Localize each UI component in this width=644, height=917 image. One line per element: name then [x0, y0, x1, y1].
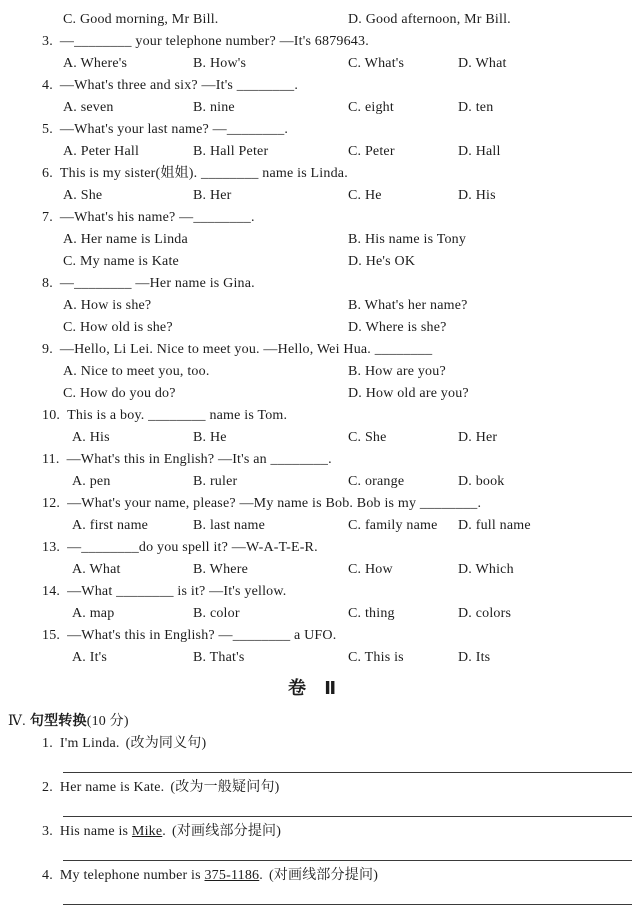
option-a: A. Nice to meet you, too.: [63, 364, 210, 379]
question-stem: [42, 163, 348, 185]
answer-line: [63, 860, 632, 861]
option-d: D. ten: [458, 100, 494, 115]
question-number: 5.: [42, 122, 53, 137]
question-9-options-cd: [0, 383, 644, 405]
underlined-word: Mike: [131, 824, 163, 839]
section-numeral: Ⅳ.: [8, 714, 26, 729]
question-11-options: [0, 471, 644, 493]
question-stem: [42, 537, 318, 559]
option-d: D. full name: [458, 518, 531, 533]
question-text: —What's his name? —________.: [59, 210, 255, 225]
question-4-options: [0, 97, 644, 119]
item-sentence-start: His name is: [59, 824, 132, 839]
question-8-options-cd: [0, 317, 644, 339]
option-b: B. What's her name?: [348, 298, 468, 313]
option-d: D. What: [458, 56, 507, 71]
item-sentence: I'm Linda.: [59, 736, 120, 751]
question-14-stem: [0, 581, 644, 603]
option-a: A. Her name is Linda: [63, 232, 188, 247]
option-d: D. book: [458, 474, 505, 489]
transform-item-3: [42, 821, 281, 843]
option-c: C. How: [348, 562, 393, 577]
option-a: A. first name: [72, 518, 149, 533]
item-number: 3.: [42, 824, 53, 839]
question-number: 6.: [42, 166, 53, 181]
option-a: A. What: [72, 562, 121, 577]
option-d: D. Its: [458, 650, 491, 665]
option-c: C. thing: [348, 606, 395, 621]
option-b: B. last name: [193, 518, 265, 533]
underlined-number: 375-1186: [204, 868, 260, 883]
question-stem: [42, 339, 432, 361]
question-text: —What's this in English? —________ a UFO.: [67, 628, 337, 643]
question-10-options: [0, 427, 644, 449]
question-13-stem: [0, 537, 644, 559]
option-c: C. My name is Kate: [63, 254, 179, 269]
option-c: C. How old is she?: [63, 320, 173, 335]
question-5-stem: [0, 119, 644, 141]
item-instruction: (对画线部分提问): [171, 824, 282, 839]
option-a: A. How is she?: [63, 298, 152, 313]
option-d: D. How old are you?: [348, 386, 469, 401]
volume-heading: 卷 Ⅱ: [287, 678, 343, 699]
item-sentence-start: My telephone number is: [59, 868, 205, 883]
question-text: This is my sister(姐姐). ________ name is Linda.: [59, 166, 348, 181]
question-13-options: [0, 559, 644, 581]
option-a: A. Peter Hall: [63, 144, 140, 159]
question-15-options: [0, 647, 644, 669]
item-sentence-end: .: [259, 868, 263, 883]
option-c: C. Good morning, Mr Bill.: [63, 12, 219, 27]
transform-item-1: [42, 733, 206, 755]
option-d: D. Hall: [458, 144, 501, 159]
option-b: B. His name is Tony: [348, 232, 467, 247]
question-6-stem: [0, 163, 644, 185]
option-c: C. family name: [348, 518, 438, 533]
option-b: B. How's: [193, 56, 247, 71]
option-a: A. Where's: [63, 56, 128, 71]
item-instruction: (改为同义句): [125, 736, 207, 751]
question-text: This is a boy. ________ name is Tom.: [67, 408, 288, 423]
question-stem: [42, 625, 336, 647]
question-stem: [42, 207, 255, 229]
question-text: —What's three and six? —It's ________.: [59, 78, 299, 93]
option-b: B. color: [193, 606, 240, 621]
question-number: 3.: [42, 34, 53, 49]
question-text: —What's this in English? —It's an ________.: [66, 452, 332, 467]
item-instruction: (改为一般疑问句): [170, 780, 280, 795]
answer-line: [63, 772, 632, 773]
question-7-stem: [0, 207, 644, 229]
option-d: D. Good afternoon, Mr Bill.: [348, 12, 511, 27]
option-c: C. Peter: [348, 144, 395, 159]
question-stem: [42, 119, 288, 141]
question-12-options: [0, 515, 644, 537]
section-title: 句型转换: [29, 713, 87, 729]
question-number: 4.: [42, 78, 53, 93]
question-14-options: [0, 603, 644, 625]
question-text: —Hello, Li Lei. Nice to meet you. —Hello, Wei Hua. ________: [59, 342, 433, 357]
option-b: B. He: [193, 430, 227, 445]
question-3-stem: [0, 31, 644, 53]
question-10-stem: [0, 405, 644, 427]
question-9-stem: [0, 339, 644, 361]
option-c: C. eight: [348, 100, 394, 115]
question-stem: [42, 31, 369, 53]
question-2-options-cd: [0, 9, 644, 31]
option-b: B. ruler: [193, 474, 238, 489]
transform-item-4: [42, 865, 378, 887]
option-c: C. He: [348, 188, 382, 203]
multiple-choice-section: [0, 9, 644, 669]
question-number: 14.: [42, 584, 61, 599]
item-instruction: (对画线部分提问): [268, 868, 379, 883]
option-b: B. How are you?: [348, 364, 446, 379]
option-a: A. pen: [72, 474, 111, 489]
question-12-stem: [0, 493, 644, 515]
question-stem: [42, 405, 287, 427]
question-number: 8.: [42, 276, 53, 291]
section-points: (10 分): [86, 714, 129, 729]
question-text: —What's your name, please? —My name is Bob. Bob is my ________.: [67, 496, 482, 511]
question-text: —What's your last name? —________.: [59, 122, 289, 137]
option-b: B. Hall Peter: [193, 144, 269, 159]
option-c: C. This is: [348, 650, 404, 665]
question-number: 15.: [42, 628, 61, 643]
option-a: A. It's: [72, 650, 108, 665]
option-a: A. His: [72, 430, 110, 445]
item-sentence: Her name is Kate.: [59, 780, 165, 795]
question-number: 13.: [42, 540, 61, 555]
question-8-stem: [0, 273, 644, 295]
option-c: C. orange: [348, 474, 405, 489]
question-text: —________ your telephone number? —It's 6879643.: [59, 34, 369, 49]
option-c: C. What's: [348, 56, 405, 71]
question-7-options-ab: [0, 229, 644, 251]
question-number: 9.: [42, 342, 53, 357]
question-stem: [42, 75, 298, 97]
question-11-stem: [0, 449, 644, 471]
transform-item-2: [42, 777, 280, 799]
option-d: D. He's OK: [348, 254, 416, 269]
option-b: B. Where: [193, 562, 248, 577]
option-d: D. His: [458, 188, 496, 203]
option-b: B. That's: [193, 650, 245, 665]
option-c: C. How do you do?: [63, 386, 176, 401]
question-9-options-ab: [0, 361, 644, 383]
question-7-options-cd: [0, 251, 644, 273]
question-3-options: [0, 53, 644, 75]
question-number: 10.: [42, 408, 61, 423]
question-text: —________do you spell it? —W-A-T-E-R.: [67, 540, 318, 555]
answer-line: [63, 816, 632, 817]
item-number: 4.: [42, 868, 53, 883]
option-b: B. Her: [193, 188, 232, 203]
option-d: D. Which: [458, 562, 514, 577]
question-text: —________ —Her name is Gina.: [59, 276, 255, 291]
question-number: 12.: [42, 496, 61, 511]
question-stem: [42, 493, 481, 515]
question-8-options-ab: [0, 295, 644, 317]
question-5-options: [0, 141, 644, 163]
option-a: A. She: [63, 188, 103, 203]
question-stem: [42, 581, 286, 603]
item-number: 2.: [42, 780, 53, 795]
option-b: B. nine: [193, 100, 235, 115]
item-number: 1.: [42, 736, 53, 751]
question-6-options: [0, 185, 644, 207]
option-d: D. Where is she?: [348, 320, 447, 335]
question-4-stem: [0, 75, 644, 97]
option-a: A. seven: [63, 100, 114, 115]
question-15-stem: [0, 625, 644, 647]
option-d: D. Her: [458, 430, 498, 445]
option-c: C. She: [348, 430, 387, 445]
option-d: D. colors: [458, 606, 512, 621]
section-heading: [8, 710, 129, 732]
question-text: —What ________ is it? —It's yellow.: [67, 584, 287, 599]
question-number: 7.: [42, 210, 53, 225]
question-stem: [42, 273, 255, 295]
option-a: A. map: [72, 606, 115, 621]
question-number: 11.: [42, 452, 60, 467]
item-sentence-end: .: [162, 824, 166, 839]
question-stem: [42, 449, 332, 471]
answer-line: [63, 904, 632, 905]
